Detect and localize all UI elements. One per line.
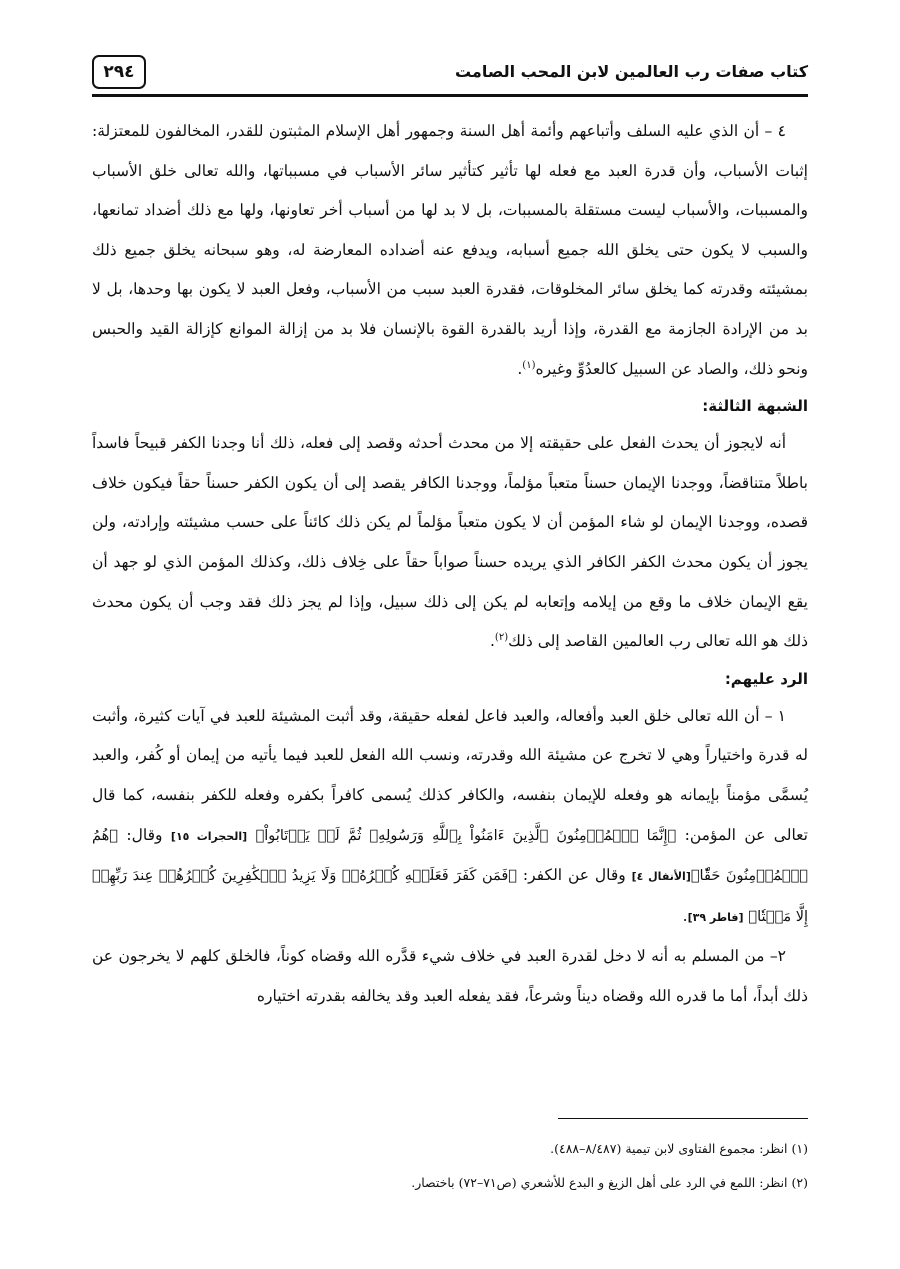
footnotes bbox=[92, 1132, 808, 1200]
footnote-ref-2: (٢) bbox=[494, 631, 509, 643]
quran-quote-1: ﴿إِنَّمَا ٱلۡمُؤۡمِنُونَ ٱلَّذِينَ ءَامَنُواْ بِٱللَّهِ وَرَسُولِهِۦ ثُمَّ لَمۡ يَرۡتَابُواْ﴾ bbox=[255, 827, 677, 844]
paragraph-text: وقال: bbox=[126, 825, 163, 844]
paragraph-point-4 bbox=[92, 112, 808, 389]
paragraph-doubt bbox=[92, 424, 808, 662]
footnote-1: (١) انظر: مجموع الفتاوى لابن تيمية (٨/٤٨٧–٤٨٨). bbox=[550, 1141, 808, 1156]
paragraph-text: وقال عن الكفر: bbox=[522, 866, 626, 885]
footnote-ref-1: (١) bbox=[522, 359, 536, 371]
paragraph-reply-1 bbox=[92, 697, 808, 938]
footnote-divider bbox=[558, 1118, 808, 1119]
section-heading-reply: الرد عليهم: bbox=[724, 669, 808, 688]
page-number: ٢٩٤ bbox=[92, 55, 146, 89]
quran-ref-1: [الحجرات ١٥] bbox=[170, 829, 248, 843]
quran-ref-2: [الأنفال ٤] bbox=[631, 870, 691, 884]
book-title: كتاب صفات رب العالمين لابن المحب الصامت bbox=[454, 62, 808, 81]
footnote-2: (٢) انظر: اللمع في الرد على أهل الزيغ و البدع للأشعري (ص٧١–٧٢) باختصار. bbox=[411, 1175, 808, 1190]
paragraph-reply-2: ٢– من المسلم به أنه لا دخل لقدرة العبد في خلاف شيء قدَّره الله وقضاه كوناً، فالخلق كلهم لا يخرجون عن ذلك أبداً، أما ما قدره الله وقضاه ديناً وشرعاً، فقد يفعله العبد وقد يخالفه بقدرته اختياره bbox=[92, 947, 808, 1005]
punctuation: . bbox=[489, 632, 495, 651]
paragraph-text: ١ – أن الله تعالى خلق العبد وأفعاله، والعبد فاعل لفعله حقيقة، وقد أثبت المشيئة للعبد في آيات كثيرة، وأثبت له قدرة واختياراً وهي لا تخرج عن مشيئة الله وقدرته، ونسب الله الفعل للعبد فيما يأتيه من إيمان أو كُفر، والعبد يُسمَّى مؤمناً بإيمانه هو وفعله للإيمان بنفسه، والكافر كذلك يُسمى كافراً بكفره وفعله للكفر بنفسه، كما قال تعالى عن المؤمن: bbox=[92, 706, 808, 844]
paragraph-text: ٤ – أن الذي عليه السلف وأتباعهم وأئمة أهل السنة وجمهور أهل الإسلام المثبتون للقدر، المخالفون للمعتزلة: إثبات الأسباب، وأن قدرة العبد مع فعله لها تأثير كتأثير سائر الأسباب في مسبباتها، والله تعالى خلق الأسباب والمسببات، والأسباب ليست مستقلة بالمسببات، بل لا بد لها من أسباب أخر تعاونها، ولها مع ذلك أضداد تمانعها، والسبب لا يكون حتى يخلق الله جميع أسبابه، ويدفع عنه أضداده المعارضة له، وهو سبحانه يخلق جميع ذلك بمشيئته وقدرته كما يخلق سائر المخلوقات، فقدرة العبد سبب من الأسباب، وفعل العبد لا يكون بها وحدها، بل لا بد من الإرادة الجازمة مع القدرة، وإذا أريد بالقدرة القوة بالإنسان فلا بد من إزالة الموانع كإزالة القيد والحبس ونحو ذلك، والصاد عن السبيل كالعدُوِّ وغيره bbox=[92, 122, 808, 378]
section-heading-third-doubt: الشبهة الثالثة: bbox=[702, 397, 808, 416]
paragraph-text: أنه لايجوز أن يحدث الفعل على حقيقته إلا من محدث أحدثه وقصد إلى فعله، ذلك أنا وجدنا الكفر قبيحاً فاسداً باطلاً متناقضاً، ووجدنا الإيمان حسناً متعباً مؤلماً، ووجدنا الكافر يقصد إلى أن يكون الكفر حسناً حقاً فيكون خلاف قصده، ووجدنا الإيمان لو شاء المؤمن أن لا يكون متعباً مؤلماً لم يكن ذلك كائناً على حسب مشيئته وإرادته، ولن يجوز أن يكون محدث الكفر الكافر الذي يريده حسناً صواباً حقاً على خِلاف ذلك، وكذلك المؤمن الذي لو جهد أن يقع الإيمان خلاف ما وقع من إيلامه وإتعابه لم يكن إلى ذلك سبيل، وإذا لم يجز ذلك فقد وجب أن يكون محدث ذلك هو الله تعالى رب العالمين القاصد إلى ذلك bbox=[92, 434, 808, 651]
punctuation: . bbox=[682, 906, 688, 925]
punctuation: . bbox=[517, 359, 523, 378]
quran-ref-3: [فاطر ٣٩] bbox=[687, 910, 744, 924]
quran-quote-3: ﴿فَمَن كَفَرَ فَعَلَيۡهِ كُفۡرُهُۥۖ وَلَا يَزِيدُ ٱلۡكَٰفِرِينَ كُفۡرُهُمۡ عِندَ رَبِّهِمۡ إِلَّا مَقۡتٗا﴾ bbox=[92, 868, 808, 925]
main-text bbox=[92, 112, 808, 1016]
page-header bbox=[92, 52, 808, 97]
quran-quote-2: ﴿هُمُ ٱلۡمُؤۡمِنُونَ حَقّٗا﴾ bbox=[92, 827, 808, 885]
